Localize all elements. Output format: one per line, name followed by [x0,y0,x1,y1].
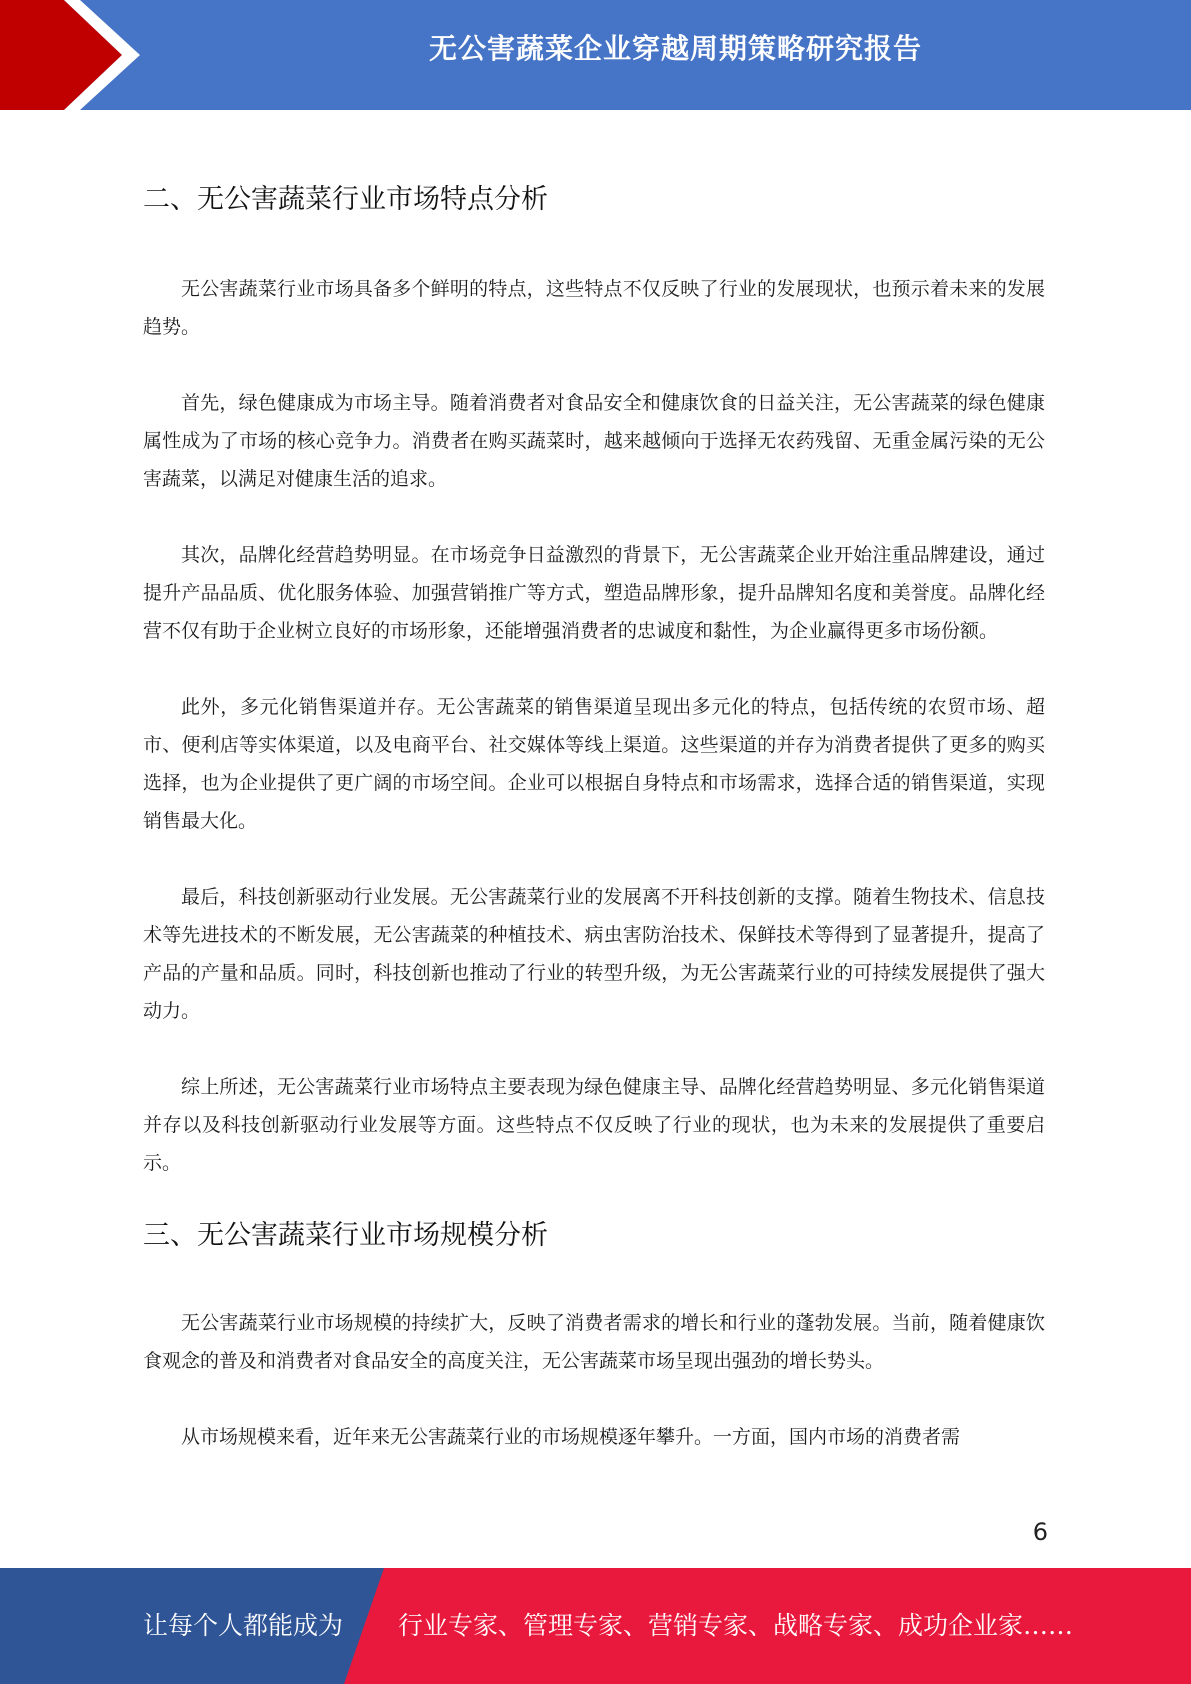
footer-slogan-left: 让每个人都能成为 [143,1611,344,1640]
paragraph: 其次，品牌化经营趋势明显。在市场竞争日益激烈的背景下，无公害蔬菜企业开始注重品牌建设，通过提升产品品质、优化服务体验、加强营销推广等方式，塑造品牌形象，提升品牌知名度和美誉度。品牌化经营不仅有助于企业树立良好的市场形象，还能增强消费者的忠诚度和黏性，为企业赢得更多市场份额。 [143,544,1045,642]
page-number: 6 [1032,1518,1048,1546]
footer-slogan-right: 行业专家、管理专家、营销专家、战略专家、成功企业家…… [398,1611,1074,1640]
paragraph: 最后，科技创新驱动行业发展。无公害蔬菜行业的发展离不开科技创新的支撑。随着生物技术、信息技术等先进技术的不断发展，无公害蔬菜的种植技术、病虫害防治技术、保鲜技术等得到了显著提升，提高了产品的产量和品质。同时，科技创新也推动了行业的转型升级，为无公害蔬菜行业的可持续发展提供了强大动力。 [143,886,1045,1022]
paragraph: 无公害蔬菜行业市场具备多个鲜明的特点，这些特点不仅反映了行业的发展现状，也预示着未来的发展趋势。 [143,278,1045,338]
main-content [143,170,1045,1456]
report-title: 无公害蔬菜企业穿越周期策略研究报告 [428,32,922,65]
header-arrow-decoration [0,0,160,110]
paragraph: 从市场规模来看，近年来无公害蔬菜行业的市场规模逐年攀升。一方面，国内市场的消费者需 [181,1426,961,1448]
section-heading: 二、无公害蔬菜行业市场特点分析 [143,184,548,215]
paragraph: 首先，绿色健康成为市场主导。随着消费者对食品安全和健康饮食的日益关注，无公害蔬菜的绿色健康属性成为了市场的核心竞争力。消费者在购买蔬菜时，越来越倾向于选择无农药残留、无重金属污染的无公害蔬菜，以满足对健康生活的追求。 [143,392,1045,490]
page-footer-band [0,1568,1191,1684]
page-header-band [0,0,1191,110]
paragraph: 此外，多元化销售渠道并存。无公害蔬菜的销售渠道呈现出多元化的特点，包括传统的农贸市场、超市、便利店等实体渠道，以及电商平台、社交媒体等线上渠道。这些渠道的并存为消费者提供了更多的购买选择，也为企业提供了更广阔的市场空间。企业可以根据自身特点和市场需求，选择合适的销售渠道，实现销售最大化。 [143,696,1045,832]
section-heading: 三、无公害蔬菜行业市场规模分析 [143,1220,548,1251]
paragraph: 综上所述，无公害蔬菜行业市场特点主要表现为绿色健康主导、品牌化经营趋势明显、多元化销售渠道并存以及科技创新驱动行业发展等方面。这些特点不仅反映了行业的现状，也为未来的发展提供了重要启示。 [143,1076,1045,1174]
paragraph: 无公害蔬菜行业市场规模的持续扩大，反映了消费者需求的增长和行业的蓬勃发展。当前，随着健康饮食观念的普及和消费者对食品安全的高度关注，无公害蔬菜市场呈现出强劲的增长势头。 [143,1312,1045,1372]
